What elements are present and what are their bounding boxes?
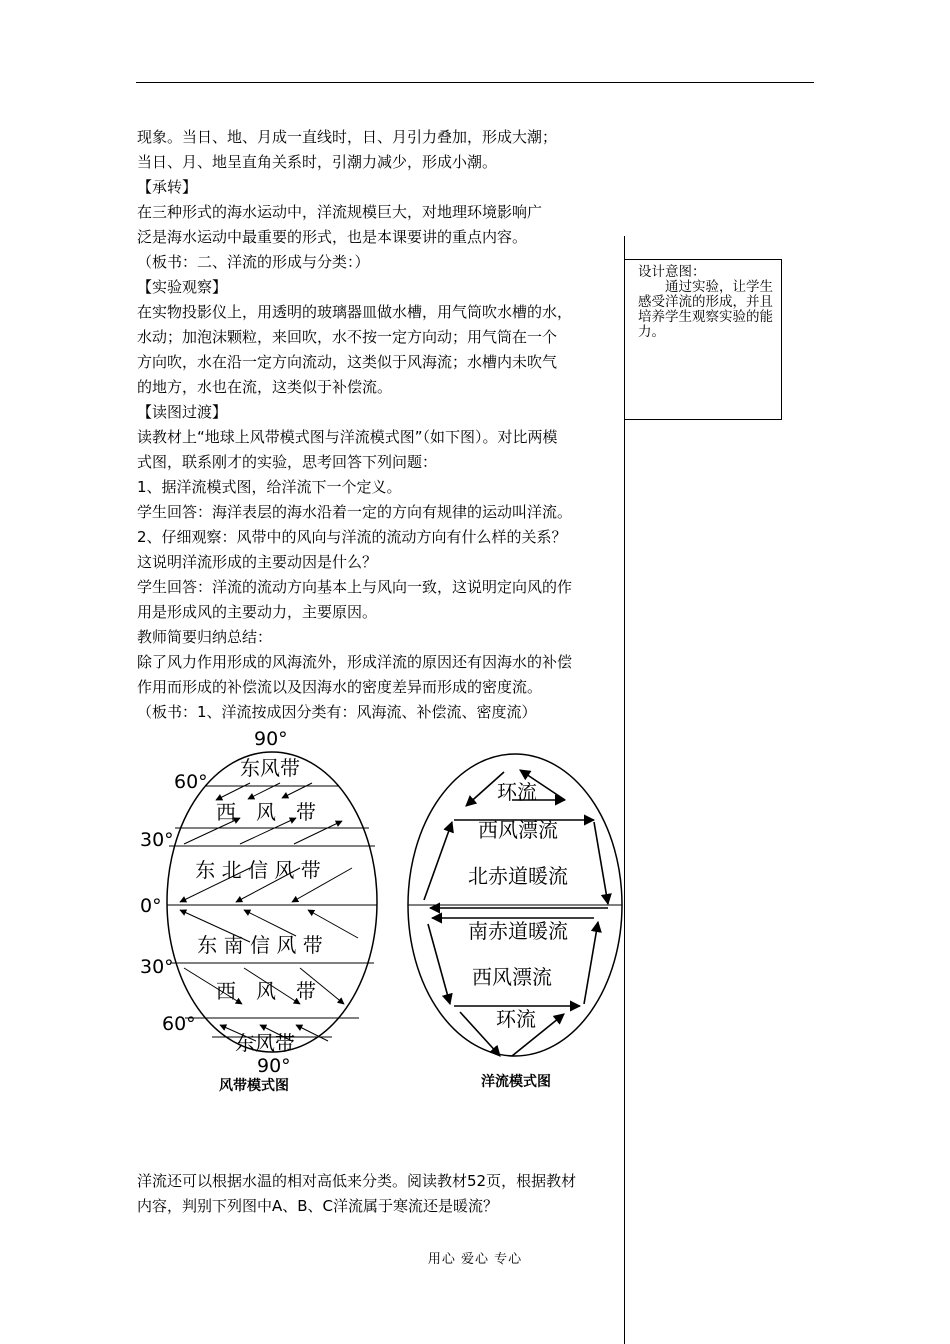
text-line: 2、仔细观察：风带中的风向与洋流的流动方向有什么样的关系？ — [137, 528, 567, 546]
design-note-title: 设计意图： — [638, 264, 706, 280]
text-line: 除了风力作用形成的风海流外，形成洋流的原因还有因海水的补偿 — [137, 653, 573, 671]
current-label: 南赤道暖流 — [468, 919, 568, 943]
section-heading: 【实验观察】 — [137, 278, 228, 296]
latitude-label: 60° — [162, 1013, 196, 1035]
text-line: 这说明洋流形成的主要动因是什么？ — [137, 553, 378, 571]
current-arrow — [424, 822, 452, 900]
text-line: 学生回答：洋流的流动方向基本上与风向一致，这说明定向风的作 — [137, 578, 573, 596]
wind-and-current-diagrams — [132, 722, 632, 1102]
text-line: 作用而形成的补偿流以及因海水的密度差异而形成的密度流。 — [137, 678, 543, 696]
text-line: （板书：1、洋流按成因分类有：风海流、补偿流、密度流） — [137, 703, 537, 721]
latitude-label: 90° — [254, 728, 288, 750]
current-diagram-caption: 洋流模式图 — [481, 1074, 551, 1090]
latitude-label: 60° — [174, 771, 208, 793]
text-line: 在三种形式的海水运动中，洋流规模巨大，对地理环境影响广 — [137, 203, 543, 221]
text-line: 方向吹，水在沿一定方向流动，这类似于风海流；水槽内未吹气 — [137, 353, 558, 371]
text-line: 当日、月、地呈直角关系时，引潮力减少，形成小潮。 — [137, 153, 498, 171]
text-line: 式图，联系刚才的实验，思考回答下列问题： — [137, 453, 438, 471]
wind-belt-label: 西 风 带 — [216, 979, 316, 1003]
text-line: 读教材上“地球上风带模式图与洋流模式图”（如下图）。对比两模 — [137, 428, 558, 446]
text-line: 内容，判别下列图中A、B、C洋流属于寒流还是暖流？ — [137, 1197, 499, 1215]
text-line: 用是形成风的主要动力，主要原因。 — [137, 603, 378, 621]
current-label: 西风漂流 — [472, 965, 552, 989]
wind-belt-label: 东 北 信 风 带 — [195, 858, 321, 882]
text-line: 水动；加泡沫颗粒，来回吹，水不按一定方向动；用气筒在一个 — [137, 328, 558, 346]
text-line: 泛是海水运动中最重要的形式，也是本课要讲的重点内容。 — [137, 228, 528, 246]
current-label: 北赤道暖流 — [468, 864, 568, 888]
section-heading: 【承转】 — [137, 178, 198, 196]
wind-arrow — [248, 783, 280, 799]
design-note-body: 通过实验，让学生感受洋流的形成，并且培养学生观察实验的能力。 — [638, 279, 773, 340]
wind-globe-outline — [167, 752, 377, 1052]
wind-belt-diagram — [140, 728, 377, 1094]
text-line: （板书：二、洋流的形成与分类：） — [137, 253, 370, 271]
text-line: 学生回答：海洋表层的海水沿着一定的方向有规律的运动叫洋流。 — [137, 503, 573, 521]
ocean-current-diagram — [408, 754, 622, 1090]
current-label: 西风漂流 — [478, 818, 558, 842]
closing-text — [137, 1169, 576, 1219]
current-arrow — [594, 822, 608, 904]
text-line: 的地方，水也在流，这类似于补偿流。 — [137, 378, 393, 396]
lesson-body — [137, 125, 637, 725]
current-arrow — [584, 922, 598, 1004]
wind-diagram-caption: 风带模式图 — [219, 1078, 289, 1094]
wind-belt-label: 东 南 信 风 带 — [197, 933, 323, 957]
section-heading: 【读图过渡】 — [137, 403, 228, 421]
wind-belt-label: 西 风 带 — [216, 800, 316, 824]
wind-belt-label: 东风带 — [235, 1031, 295, 1055]
wind-arrow — [294, 821, 342, 844]
latitude-label: 30° — [140, 956, 174, 978]
latitude-label: 30° — [140, 829, 174, 851]
design-note-box — [624, 259, 782, 420]
wind-belt-label: 东风带 — [240, 756, 300, 780]
text-line: 在实物投影仪上，用透明的玻璃器皿做水槽，用气筒吹水槽的水， — [137, 303, 573, 321]
current-arrow — [428, 924, 450, 1004]
current-label: 环流 — [496, 1007, 536, 1031]
header-rule — [136, 82, 814, 83]
current-arrow — [460, 1012, 500, 1056]
text-line: 洋流还可以根据水温的相对高低来分类。阅读教材52页，根据教材 — [137, 1172, 577, 1190]
current-label: 环流 — [497, 780, 537, 804]
latitude-label: 0° — [140, 895, 162, 917]
text-line: 1、据洋流模式图，给洋流下一个定义。 — [137, 478, 402, 496]
wind-arrow — [282, 783, 312, 798]
page-footer: 用心 爱心 专心 — [427, 1252, 523, 1267]
latitude-label: 90° — [257, 1055, 291, 1077]
text-line: 现象。当日、地、月成一直线时，日、月引力叠加，形成大潮； — [137, 128, 558, 146]
text-line: 教师简要归纳总结： — [137, 628, 273, 646]
